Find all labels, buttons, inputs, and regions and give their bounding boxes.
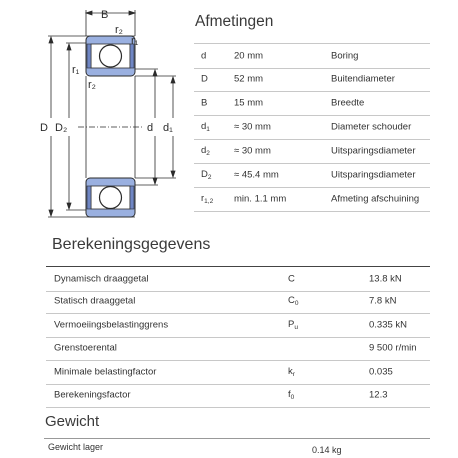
dimension-value: ≈ 30 mm: [234, 145, 271, 157]
dimension-row: [194, 139, 430, 164]
calculation-symbol: $f_0$: [288, 389, 295, 402]
dimension-row: [194, 187, 430, 212]
dimension-symbol: B: [201, 97, 208, 109]
calculation-label: Berekeningsfactor: [54, 389, 131, 401]
dimension-row: [194, 43, 430, 69]
calculation-symbol: $k_r$: [288, 365, 295, 378]
label-d1: d₁: [163, 122, 173, 134]
calculation-row: [46, 384, 430, 409]
dimension-row: [194, 67, 430, 92]
calculation-label: Dynamisch draaggetal: [54, 273, 149, 285]
calculation-value: 0.335 kN: [369, 319, 408, 331]
label-B: B: [101, 9, 109, 21]
dimension-description: Breedte: [331, 97, 365, 109]
label-r2-left: r₂: [88, 79, 96, 91]
calculation-title: Berekeningsgegevens: [52, 236, 211, 253]
calculation-row: [46, 313, 430, 338]
dimension-row: [194, 91, 430, 116]
calculation-label: Grenstoerental: [54, 342, 117, 354]
weight-label: Gewicht lager: [48, 442, 104, 452]
label-D: D: [40, 122, 48, 134]
dimension-value: ≈ 30 mm: [234, 121, 271, 133]
weight-value: 0.14 kg: [312, 445, 342, 455]
calculation-value: 9 500 r/min: [369, 342, 417, 354]
weight-title: Gewicht: [45, 413, 100, 430]
dimension-symbol: d: [201, 50, 207, 62]
calculation-label: Vermoeiingsbelastinggrens: [54, 319, 169, 331]
dimensions-title: Afmetingen: [195, 13, 274, 30]
dimension-description: Uitsparingsdiameter: [331, 169, 416, 181]
dimension-value: 20 mm: [234, 50, 264, 62]
calculation-symbol: C: [288, 273, 295, 285]
calculation-value: 13.8 kN: [369, 273, 402, 285]
dimension-row: [194, 115, 430, 140]
dimension-symbol: D: [201, 73, 208, 85]
bearing-bottom-section: [86, 178, 135, 217]
calculation-value: 7.8 kN: [369, 295, 397, 307]
dimension-symbol: $d_1$: [201, 121, 210, 133]
label-r1-top: r₁: [131, 35, 139, 47]
dimension-description: Boring: [331, 50, 359, 62]
dimension-description: Afmeting afschuining: [331, 193, 420, 205]
label-D2: D₂: [55, 122, 68, 134]
label-r1-left: r₁: [72, 64, 80, 76]
dimension-description: Buitendiameter: [331, 73, 395, 85]
bearing-top-section: [86, 36, 135, 76]
calculation-label: Statisch draaggetal: [54, 295, 136, 307]
calculation-symbol: $C_0$: [288, 295, 299, 308]
bearing-cross-section-drawing: [0, 0, 180, 230]
dimension-description: Uitsparingsdiameter: [331, 145, 416, 157]
dimension-symbol: $d_2$: [201, 145, 210, 157]
calculation-row: [46, 337, 430, 362]
dimension-value: 15 mm: [234, 97, 264, 109]
calculation-value: 12.3: [369, 389, 388, 401]
calculation-row: [46, 290, 430, 315]
label-d: d: [147, 122, 154, 134]
dimension-value: ≈ 45.4 mm: [234, 169, 279, 181]
calculation-row: [46, 360, 430, 385]
label-r2-top: r₂: [115, 24, 123, 36]
calculation-row: [46, 266, 430, 292]
dimension-symbol: $D_2$: [201, 169, 212, 181]
calculation-symbol: $P_u$: [288, 318, 298, 331]
calculation-label: Minimale belastingfactor: [54, 366, 157, 378]
weight-row: [44, 438, 430, 457]
dimension-value: 52 mm: [234, 73, 264, 85]
dimension-value: min. 1.1 mm: [234, 193, 287, 205]
dimension-row: [194, 163, 430, 188]
dimension-description: Diameter schouder: [331, 121, 412, 133]
calculation-value: 0.035: [369, 366, 393, 378]
dimension-symbol: $r_{1,2}$: [201, 193, 214, 205]
